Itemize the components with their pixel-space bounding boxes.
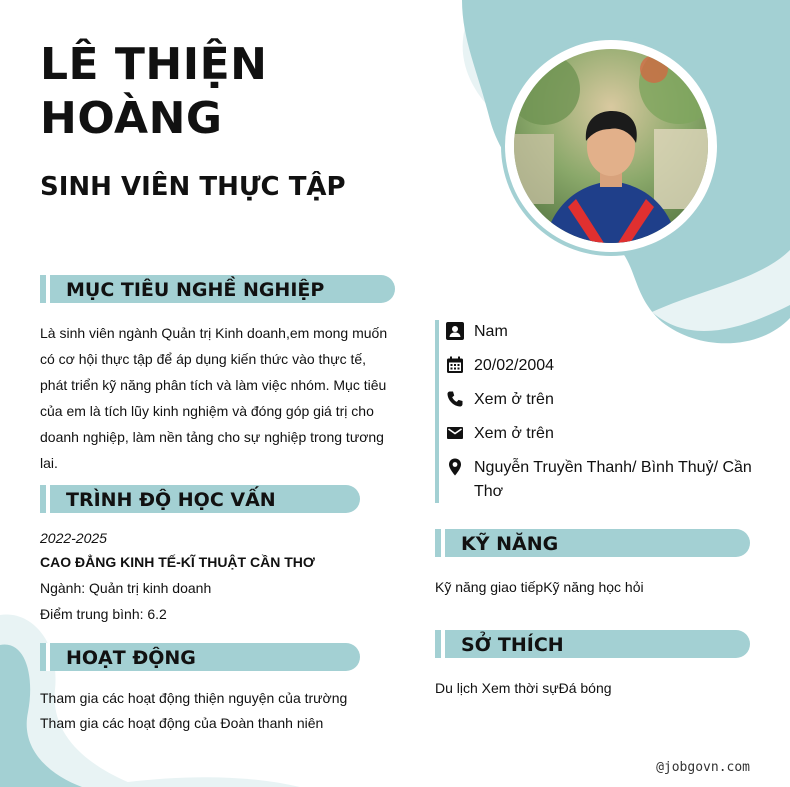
- contact-address: [446, 456, 764, 504]
- contact-email: [446, 422, 764, 446]
- contact-address-value: Nguyễn Truyền Thanh/ Bình Thuỷ/ Cần Thơ: [474, 459, 752, 500]
- contact-birthday-value: 20/02/2004: [474, 357, 555, 374]
- job-title: SINH VIÊN THỰC TẬP: [40, 172, 346, 202]
- skills-text: Kỹ năng giao tiếpKỹ năng học hỏi: [435, 579, 644, 595]
- education-period: 2022-2025: [40, 530, 107, 546]
- contact-gender: [446, 320, 764, 344]
- contact-gender-value: Nam: [474, 323, 508, 340]
- calendar-icon: [446, 356, 464, 374]
- person-icon: [446, 322, 464, 340]
- education-major: Ngành: Quản trị kinh doanh: [40, 580, 212, 596]
- contact-phone: [446, 388, 764, 412]
- objective-text: Là sinh viên ngành Quản trị Kinh doanh,em mong muốn có cơ hội thực tập để áp dụng kiến thức vào thực tế, phát triển kỹ năng phân tích và làm việc nhóm. Mục tiêu của em là tích lũy kinh nghiệm và đóng góp giá trị cho doanh nghiệp, làm nền tảng cho sự nghiệp trong tương lai.: [40, 325, 388, 471]
- contact-accent-bar: [435, 320, 439, 503]
- name-line-2: HOÀNG: [40, 93, 223, 144]
- profile-photo: [514, 49, 708, 243]
- hobbies-text: Du lịch Xem thời sựĐá bóng: [435, 680, 612, 696]
- skills-heading-label: KỸ NĂNG: [461, 533, 559, 555]
- watermark-credit: @jobgovn.com: [656, 760, 750, 775]
- contact-birthday: [446, 354, 764, 378]
- name-line-1: LÊ THIỆN: [40, 39, 268, 90]
- education-gpa: Điểm trung bình: 6.2: [40, 606, 167, 622]
- activities-heading-label: HOẠT ĐỘNG: [66, 647, 196, 669]
- hobbies-heading: [435, 630, 750, 658]
- objective-heading-label: MỤC TIÊU NGHỀ NGHIỆP: [66, 279, 325, 301]
- phone-icon: [446, 390, 464, 408]
- activity-item: Tham gia các hoạt động của Đoàn thanh niên: [40, 715, 324, 731]
- location-pin-icon: [446, 458, 464, 476]
- candidate-name: [40, 38, 268, 146]
- objective-heading: [40, 275, 395, 303]
- education-school: CAO ĐẲNG KINH TẾ-KĨ THUẬT CẦN THƠ: [40, 554, 315, 570]
- skills-heading: [435, 529, 750, 557]
- hobbies-heading-label: SỞ THÍCH: [461, 634, 564, 656]
- activity-item: Tham gia các hoạt động thiện nguyện của trường: [40, 690, 348, 706]
- activities-heading: [40, 643, 360, 671]
- education-heading-label: TRÌNH ĐỘ HỌC VẤN: [66, 489, 276, 511]
- contact-phone-value: Xem ở trên: [474, 391, 554, 408]
- contact-email-value: Xem ở trên: [474, 425, 554, 442]
- email-icon: [446, 424, 464, 442]
- education-heading: [40, 485, 360, 513]
- profile-photo-frame: [505, 40, 717, 252]
